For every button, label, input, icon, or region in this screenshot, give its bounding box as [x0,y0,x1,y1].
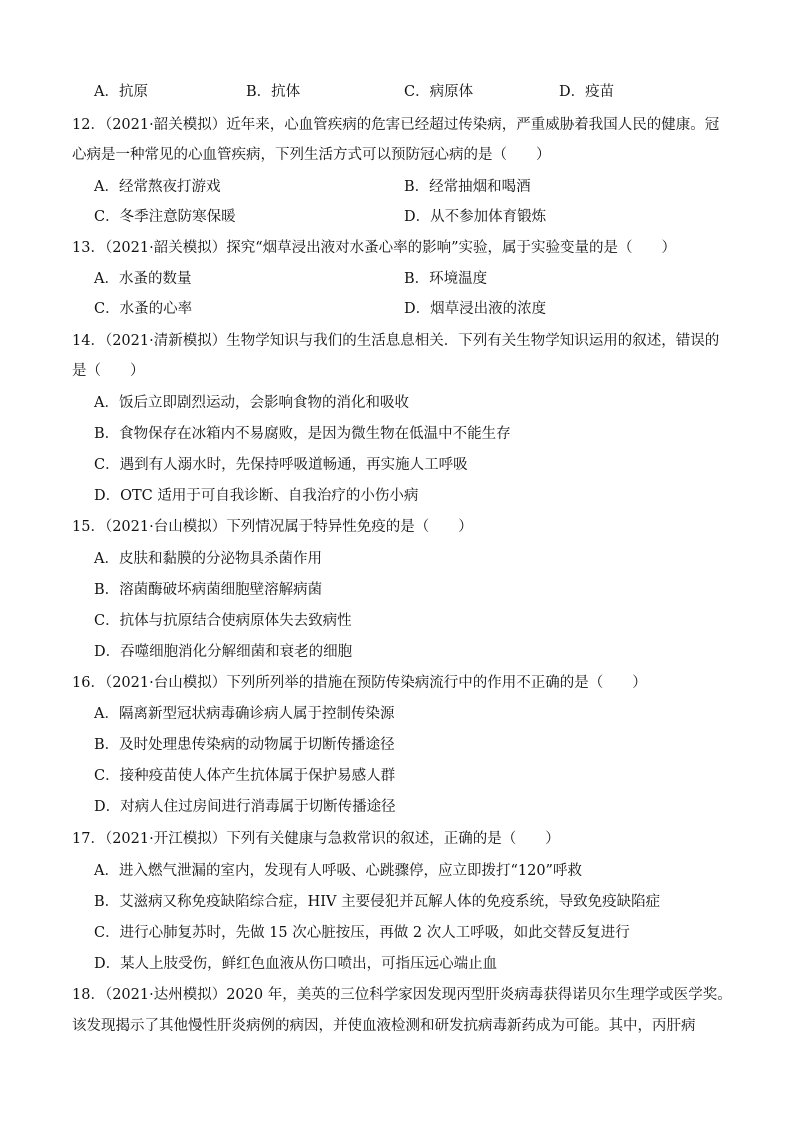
q15-option-a: A．皮肤和黏膜的分泌物具杀菌作用 [94,551,322,567]
q14-option-b: B．食物保存在冰箱内不易腐败，是因为微生物在低温中不能生存 [94,426,511,442]
q14-option-d: D．OTC 适用于可自我诊断、自我治疗的小伤小病 [94,488,419,504]
q17-option-b: B．艾滋病又称免疫缺陷综合症，HIV 主要侵犯并瓦解人体的免疫系统，导致免疫缺陷症 [94,894,661,910]
q15-option-d: D．吞噬细胞消化分解细菌和衰老的细胞 [94,644,353,660]
q12-option-b: B．经常抽烟和喝酒 [404,179,531,195]
q16-option-a: A．隔离新型冠状病毒确诊病人属于控制传染源 [94,706,395,722]
q13-option-a: A．水蚤的数量 [94,271,192,287]
q11-option-a: A．抗原 [94,84,148,100]
q17-stem-line-1: 17．（2021·开江模拟）下列有关健康与急救常识的叙述，正确的是（ ） [72,831,560,847]
q16-option-b: B．及时处理患传染病的动物属于切断传播途径 [94,737,395,753]
q14-stem-line-1: 14．（2021·清新模拟）生物学知识与我们的生活息息相关．下列有关生物学知识运用的叙述，错误的 [72,333,720,349]
q13-option-b: B．环境温度 [404,271,488,287]
q15-option-b: B．溶菌酶破坏病菌细胞壁溶解病菌 [94,582,323,598]
q13-stem-line-1: 13．（2021·韶关模拟）探究“烟草浸出液对水蚤心率的影响”实验，属于实验变量的是（ ） [72,240,677,256]
q14-option-c: C．遇到有人溺水时，先保持呼吸道畅通，再实施人工呼吸 [94,457,468,473]
q15-stem-line-1: 15．（2021·台山模拟）下列情况属于特异性免疫的是（ ） [72,519,473,535]
q16-option-c: C．接种疫苗使人体产生抗体属于保护易感人群 [94,768,396,784]
q16-stem-line-1: 16．（2021·台山模拟）下列所列举的措施在预防传染病流行中的作用不正确的是（ ） [72,675,647,691]
q11-option-d: D．疫苗 [559,84,615,100]
q15-option-c: C．抗体与抗原结合使病原体失去致病性 [94,613,352,629]
q11-option-b: B．抗体 [246,84,301,100]
q11-option-c: C．病原体 [404,84,474,100]
q17-option-d: D．某人上肢受伤，鲜红色血液从伤口喷出，可指压远心端止血 [94,956,498,972]
q18-stem-line-2: 该发现揭示了其他慢性肝炎病例的病因，并使血液检测和研发抗病毒新药成为可能。其中，丙肝病 [72,1018,696,1034]
q12-option-d: D．从不参加体育锻炼 [404,209,547,225]
q12-option-a: A．经常熬夜打游戏 [94,179,221,195]
q14-option-a: A．饭后立即剧烈运动，会影响食物的消化和吸收 [94,395,409,411]
q13-option-c: C．水蚤的心率 [94,301,193,317]
q16-option-d: D．对病人住过房间进行消毒属于切断传播途径 [94,799,396,815]
q18-stem-line-1: 18．（2021·达州模拟）2020 年，美英的三位科学家因发现丙型肝炎病毒获得诺贝尔生理学或医学奖。 [72,987,732,1003]
q13-option-d: D．烟草浸出液的浓度 [404,301,547,317]
q12-option-c: C．冬季注意防寒保暖 [94,209,236,225]
q12-stem-line-1: 12．（2021·韶关模拟）近年来，心血管疾病的危害已经超过传染病，严重威胁着我国人民的健康。冠 [72,117,720,133]
q17-option-c: C．进行心肺复苏时，先做 15 次心脏按压，再做 2 次人工呼吸，如此交替反复进行 [94,925,630,941]
q14-stem-line-2: 是（ ） [72,363,145,379]
q12-stem-line-2: 心病是一种常见的心血管疾病，下列生活方式可以预防冠心病的是（ ） [72,147,551,163]
q17-option-a: A．进入燃气泄漏的室内，发现有人呼吸、心跳骤停，应立即拨打“120”呼救 [94,863,582,879]
